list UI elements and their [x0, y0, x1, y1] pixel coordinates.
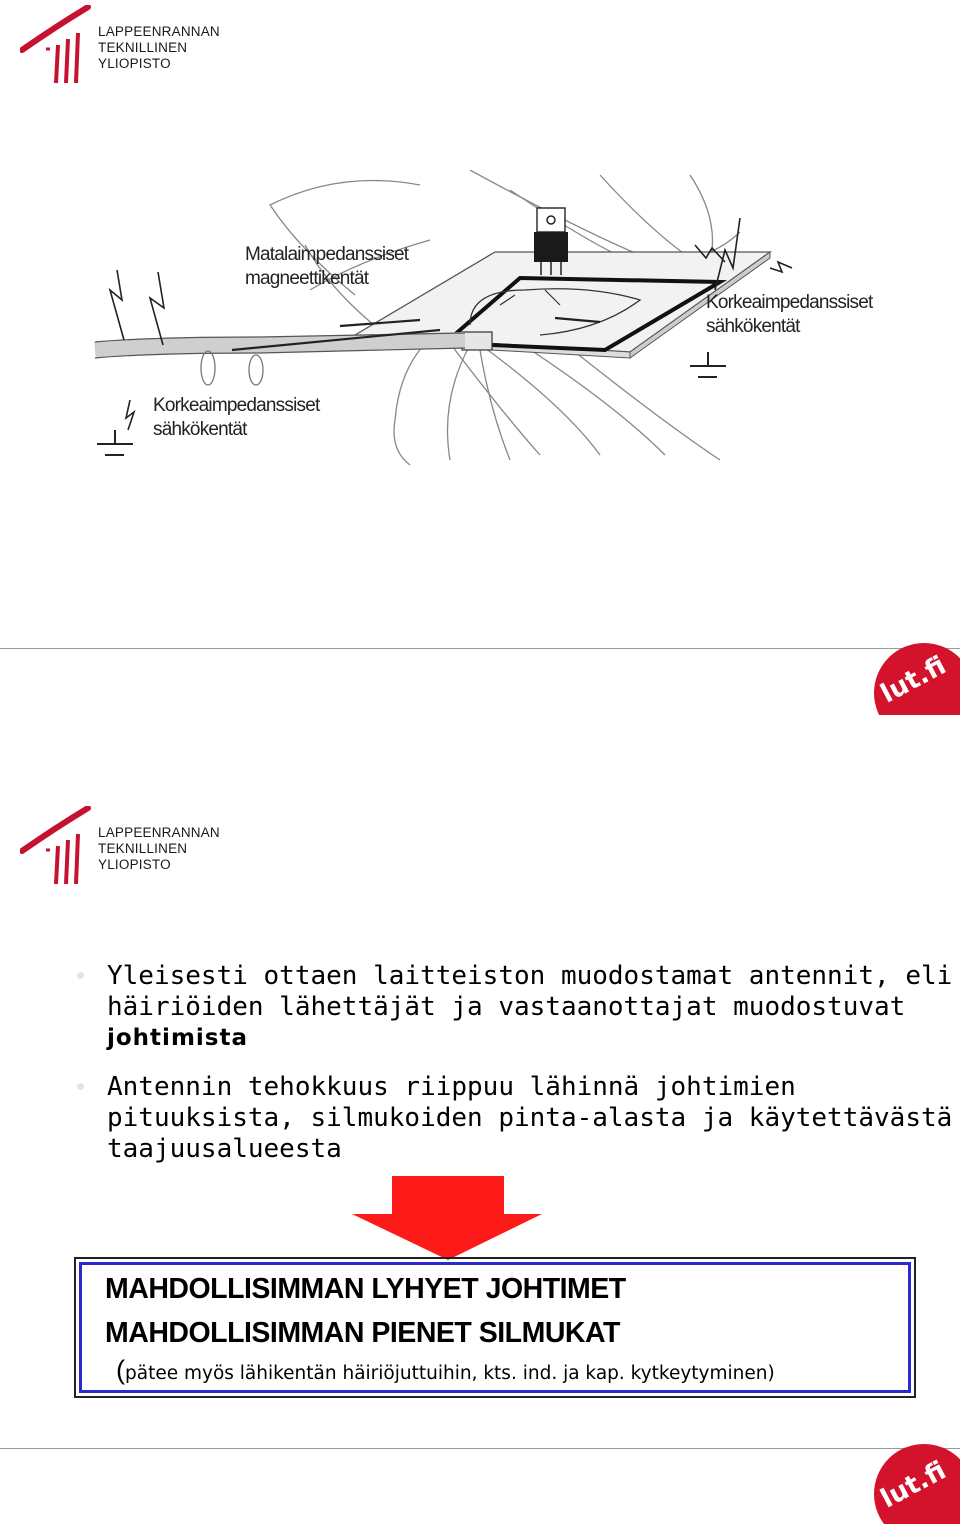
lut-badge-text: lut.fi — [876, 650, 952, 710]
box-line-2: MAHDOLLISIMMAN PIENET SILMUKAT — [105, 1317, 620, 1349]
logo-line-2: TEKNILLINEN YLIOPISTO — [98, 841, 188, 872]
lut-badge-text: lut.fi — [876, 1455, 952, 1515]
logo-line-1: LAPPEENRANNAN — [98, 24, 220, 39]
lut-badge-2 — [868, 1444, 960, 1524]
cable — [95, 333, 465, 385]
conclusion-box — [74, 1257, 916, 1398]
label-low-impedance — [245, 243, 408, 291]
bullet2-line3: taajuusalueesta — [107, 1134, 342, 1164]
label-low-impedance-line1: Matalaimpedanssiset — [245, 244, 409, 265]
bullet2-line1: Antennin tehokkuus riippuu lähinnä johtimien — [107, 1072, 796, 1102]
logo-emblem-icon — [20, 806, 95, 886]
label-high-impedance-right — [706, 291, 872, 339]
down-arrow-icon — [352, 1176, 542, 1260]
bullet1-line2: häiriöiden lähettäjät ja vastaanottajat muodostuvat — [107, 992, 906, 1022]
label-low-impedance-line2: magneettikentät — [245, 268, 369, 289]
box-note-paren: ( — [116, 1355, 125, 1385]
label-high-right-line1: Korkeaimpedanssiset — [706, 292, 873, 313]
logo-emblem-icon — [20, 5, 95, 85]
lut-badge — [868, 643, 960, 715]
bullet-item-2 — [107, 1072, 952, 1165]
bullet-dot-icon — [77, 1083, 84, 1090]
logo-line-2: TEKNILLINEN YLIOPISTO — [98, 40, 188, 71]
box-line-1: MAHDOLLISIMMAN LYHYET JOHTIMET — [105, 1273, 626, 1305]
bullet-dot-icon — [77, 972, 84, 979]
logo-line-1: LAPPEENRANNAN — [98, 825, 220, 840]
label-high-right-line2: sähkökentät — [706, 316, 800, 337]
bullet1-line1: Yleisesti ottaen laitteiston muodostamat antennit, eli — [107, 961, 953, 991]
box-note-row — [116, 1355, 775, 1386]
label-high-left-line2: sähkökentät — [153, 419, 247, 440]
bullet1-line3: johtimista — [107, 1025, 248, 1051]
bullet-item-1 — [107, 961, 952, 1054]
label-high-left-line1: Korkeaimpedanssiset — [153, 395, 320, 416]
box-note: pätee myös lähikentän häiriöjuttuihin, kts. ind. ja kap. kytkeytyminen) — [125, 1363, 775, 1384]
university-logo — [20, 5, 250, 85]
bullet2-line2: pituuksista, silmukoiden pinta-alasta ja käytettävästä — [107, 1103, 953, 1133]
label-high-impedance-left — [153, 394, 319, 442]
footer-divider — [0, 648, 960, 649]
university-logo-2 — [20, 806, 250, 886]
footer-divider-2 — [0, 1448, 960, 1449]
